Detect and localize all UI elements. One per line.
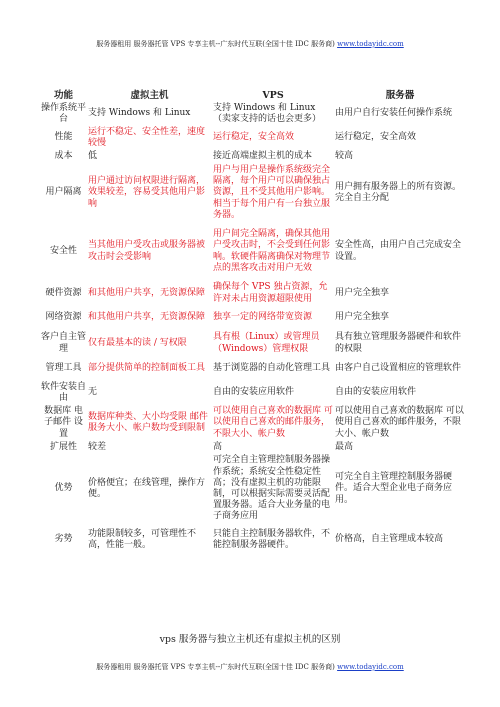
vps-cell: 支持 Windows 和 Linux（卖家支持的话也会更多） <box>213 102 322 124</box>
vhost-cell: 功能限制较多，可管理性不高，性能一般。 <box>88 528 197 550</box>
footer-link[interactable]: www.todayidc.com <box>337 663 404 671</box>
vhost-cell: 价格便宜；在线管理，操作方便。 <box>88 477 206 499</box>
vhost-cell: 部分提供简单的控制面板工具 <box>88 363 206 374</box>
vps-cell: 运行稳定，安全高效 <box>213 132 295 143</box>
vhost-cell: 和其他用户共享，无资源保障 <box>88 287 206 298</box>
server-cell: 用户完全独享 <box>335 287 390 298</box>
server-cell: 用户拥有服务器上的所有资源。完全自主分配 <box>335 181 462 203</box>
vhost-cell: 支持 Windows 和 Linux <box>88 108 191 119</box>
table-row <box>40 222 466 281</box>
table-row <box>40 102 466 126</box>
table-row <box>40 523 466 557</box>
server-cell: 用户完全独享 <box>335 312 390 323</box>
feature-cell: 性能 <box>54 132 73 143</box>
feature-cell: 网络资源 <box>45 312 82 323</box>
server-cell: 安全性高，由用户自己完成安全设置。 <box>335 240 462 262</box>
server-cell: 自由的安装应用软件 <box>335 387 417 398</box>
server-cell: 较高 <box>335 151 354 162</box>
table-row <box>40 405 466 441</box>
feature-cell: 数据库 电子邮件 设置 <box>44 406 83 439</box>
vhost-cell: 数据库种类、大小均受限 邮件服务大小、帐户数均受到限制 <box>88 411 208 433</box>
header-vhost: 虚拟主机 <box>130 90 169 102</box>
vps-cell: 接近高端虚拟主机的成本 <box>213 151 313 162</box>
server-cell: 运行稳定，安全高效 <box>335 132 417 143</box>
header-link[interactable]: www.todayidc.com <box>337 40 404 48</box>
vps-cell: 自由的安装应用软件 <box>213 387 295 398</box>
server-cell: 可以使用自己喜欢的数据库 可以使用自己喜欢的邮件服务，不限大小、帐户数 <box>335 406 464 439</box>
server-cell: 具有独立管理服务器硬件和软件的权限 <box>335 332 462 354</box>
vps-cell: 用户与用户是操作系统级完全隔离，每个用户可以确保独占资源，且不受其他用户影响。相当于每个用户有一台独立服务器。 <box>213 164 331 220</box>
vps-cell: 独享一定的网络带宽资源 <box>213 312 313 323</box>
vps-cell: 用户间完全隔离，确保其他用户受攻击时，不会受到任何影响。软硬件隔离确保对物理节点的黑客攻击对用户无效 <box>213 229 331 273</box>
vhost-cell: 当其他用户受攻击或服务器被攻击时会受影响 <box>88 240 206 262</box>
server-cell: 价格高，自主管理成本较高 <box>335 534 444 545</box>
vhost-cell: 低 <box>88 151 98 162</box>
table-row <box>40 357 466 381</box>
feature-cell: 优势 <box>54 483 73 494</box>
feature-cell: 客户自主管理 <box>41 332 87 354</box>
header-vps: VPS <box>262 90 284 102</box>
feature-cell: 安全性 <box>49 245 77 256</box>
table-row <box>40 150 466 164</box>
vps-cell: 基于浏览器的自动化管理工具 <box>213 363 331 374</box>
table-row <box>40 126 466 150</box>
vhost-cell: 用户通过访问权限进行隔离，效果较差，容易受其他用户影响 <box>88 176 206 209</box>
table-row <box>40 306 466 330</box>
vps-cell: 只能自主控制服务器软件，不能控制服务器硬件。 <box>213 528 331 550</box>
server-cell: 最高 <box>335 442 354 453</box>
feature-cell: 操作系统平台 <box>41 102 87 124</box>
vhost-cell: 无 <box>88 387 98 398</box>
feature-cell: 扩展性 <box>49 442 77 453</box>
vhost-cell: 运行不稳定、安全性差，速度较慢 <box>88 126 206 148</box>
vhost-cell: 仅有最基本的读 / 写权限 <box>88 337 187 348</box>
feature-cell: 用户隔离 <box>45 187 82 198</box>
feature-cell: 硬件资源 <box>45 287 82 298</box>
header-text: 服务器租用 服务器托管 VPS 专享主机--广东时代互联(全国十佳 IDC 服务商) <box>96 40 335 48</box>
table-row <box>40 281 466 306</box>
table-caption: vps 服务器与独立主机还有虚拟主机的区别 <box>159 634 341 645</box>
table-row <box>40 441 466 455</box>
feature-cell: 软件安装自由 <box>41 381 87 403</box>
server-cell: 由用户自行安装任何操作系统 <box>335 108 453 119</box>
table-row <box>40 381 466 405</box>
footer-text: 服务器租用 服务器托管 VPS 专享主机--广东时代互联(全国十佳 IDC 服务商) <box>96 663 335 671</box>
server-cell: 由客户自己设置相应的管理软件 <box>335 363 462 374</box>
vps-cell: 可完全自主管理控制服务器操作系统；系统安全性稳定性高；没有虚拟主机的功能限制，可以根据实际需要灵活配置服务器。适合大业务量的电子商务应用 <box>213 455 331 522</box>
comparison-table <box>40 90 466 557</box>
vps-cell: 具有根（Linux）或管理员（Windows）管理权限 <box>213 332 320 354</box>
feature-cell: 管理工具 <box>45 363 82 374</box>
table-row <box>40 455 466 523</box>
header-feature: 功能 <box>53 90 73 102</box>
vhost-cell: 和其他用户共享，无资源保障 <box>88 312 206 323</box>
page-footer <box>0 662 500 672</box>
page-header <box>0 39 500 49</box>
header-server: 服务器 <box>385 90 415 102</box>
table-row <box>40 164 466 222</box>
vhost-cell: 较差 <box>88 442 107 453</box>
vps-cell: 确保每个 VPS 独占资源，允许对未占用资源超限使用 <box>213 282 328 304</box>
table-row <box>40 330 466 357</box>
vps-cell: 高 <box>213 442 223 453</box>
vps-cell: 可以使用自己喜欢的数据库 可以使用自己喜欢的邮件服务，不限大小、帐户数 <box>213 406 333 439</box>
feature-cell: 劣势 <box>54 534 73 545</box>
server-cell: 可完全自主管理控制服务器硬件。适合大型企业电子商务应用。 <box>335 472 453 505</box>
table-header-row <box>40 90 466 102</box>
feature-cell: 成本 <box>54 151 73 162</box>
